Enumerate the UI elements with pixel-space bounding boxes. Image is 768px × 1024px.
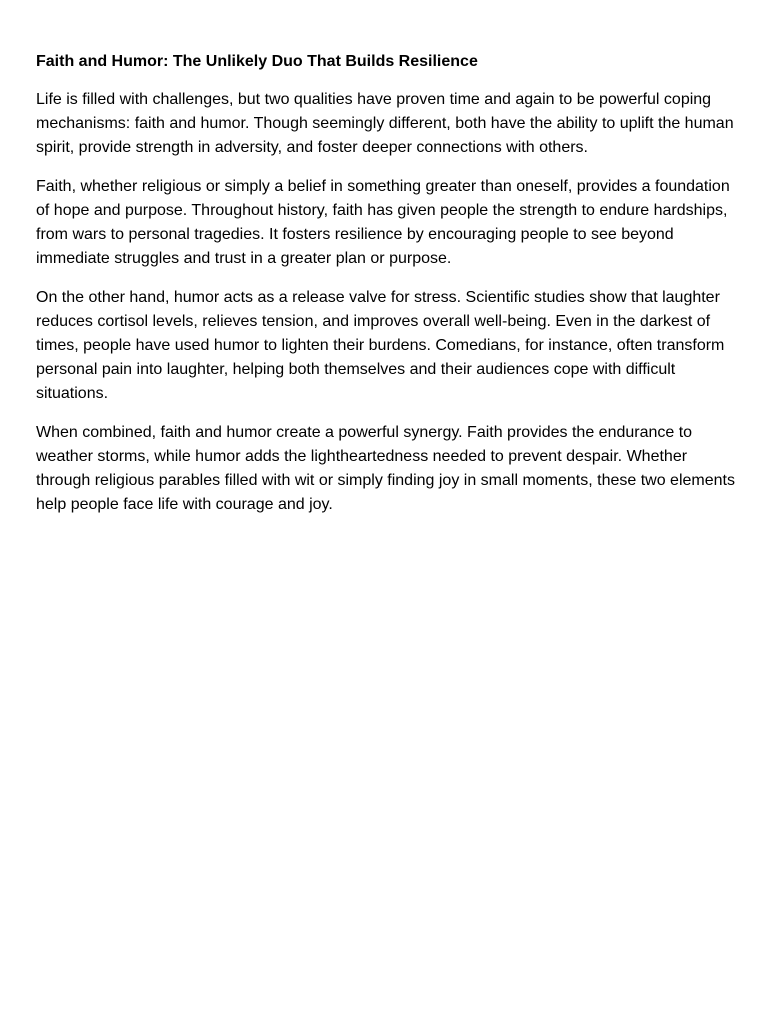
paragraph-humor: On the other hand, humor acts as a release valve for stress. Scientific studies show that laughter reduces cortisol levels, relieves tension, and improves overall well-being. Even in the darkest of times, people have used humor to lighten their burdens. Comedians, for instance, often transform personal pain into laughter, helping both themselves and their audiences cope with difficult situations. [36, 289, 725, 402]
document-title: Faith and Humor: The Unlikely Duo That Builds Resilience [36, 53, 478, 70]
paragraph-intro: Life is filled with challenges, but two qualities have proven time and again to be powerful coping mechanisms: faith and humor. Though seemingly different, both have the ability to uplift the human spirit, provide strength in adversity, and foster deeper connections with others. [36, 91, 734, 156]
paragraph-faith: Faith, whether religious or simply a belief in something greater than oneself, provides a foundation of hope and purpose. Throughout history, faith has given people the strength to endure hardships, from wars to personal tragedies. It fosters resilience by encouraging people to see beyond immediate struggles and trust in a greater plan or purpose. [36, 178, 730, 267]
document-body [36, 50, 736, 532]
paragraph-conclusion: When combined, faith and humor create a powerful synergy. Faith provides the endurance to weather storms, while humor adds the lightheartedness needed to prevent despair. Whether through religious parables filled with wit or simply finding joy in small moments, these two elements help people face life with courage and joy. [36, 424, 735, 513]
